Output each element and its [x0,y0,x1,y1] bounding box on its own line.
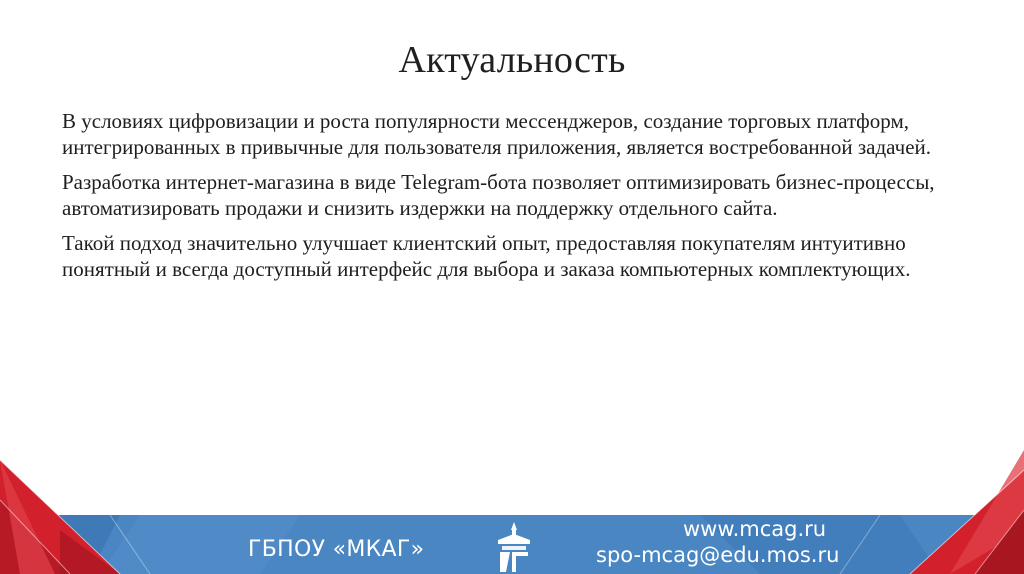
paragraph-1: В условиях цифровизации и роста популярности мессенджеров, создание торговых платформ, интегрированных в привычные для пользователя приложения, является востребованной задачей. [62,109,932,159]
college-logo-icon [492,520,536,574]
org-name: ГБПОУ «МКАГ» [248,537,425,562]
paragraph-2: Разработка интернет-магазина в виде Telegram-бота позволяет оптимизировать бизнес-процессы, автоматизировать продажи и снизить издержки на поддержку отдельного сайта. [62,170,935,220]
email-link[interactable]: spo-mcag@edu.mos.ru [596,543,840,567]
website-link[interactable]: www.mcag.ru [683,517,827,541]
slide-body [62,108,962,291]
paragraph-3: Такой подход значительно улучшает клиентский опыт, предоставляя покупателям интуитивно понятный и всегда доступный интерфейс для выбора и заказа компьютерных комплектующих. [62,231,911,281]
slide-title: Актуальность [398,39,626,81]
